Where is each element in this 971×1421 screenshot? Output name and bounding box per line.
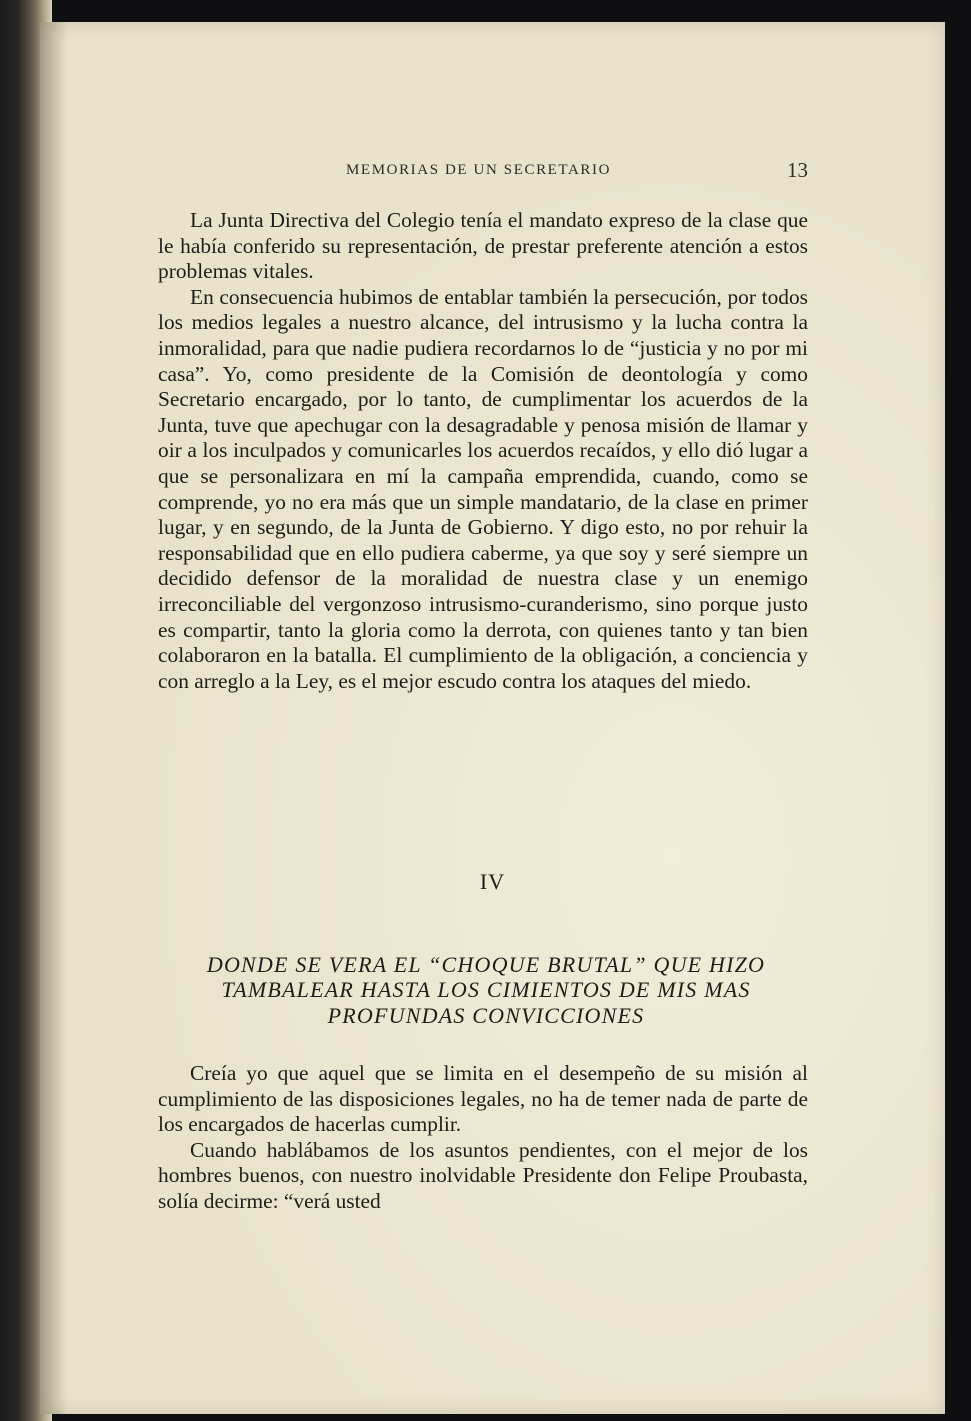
chapter-title-line: DONDE SE VERA EL “CHOQUE BRUTAL” QUE HIZO xyxy=(206,952,766,977)
page-header xyxy=(40,158,945,186)
paragraph: En consecuencia hubimos de entablar también la persecución, por todos los medios legales a nuestro alcance, del intrusismo y la lucha contra la inmoralidad, para que nadie pudiera recordarnos lo de “justicia y no por mi casa”. Yo, como presidente de la Comisión de deontología y como Secretario encargado, por lo tanto, de cumplimentar los acuerdos de la Junta, tuve que apechugar con la desagradable y penosa misión de llamar y oir a los inculpados y comunicarles los acuerdos recaídos, y ello dió lugar a que se personalizara en mí la campaña emprendida, cuando, como se comprende, yo no era más que un simple mandatario, de la clase en primer lugar, y en segundo, de la Junta de Gobierno. Y digo esto, no por rehuir la responsabilidad que en ello pudiera caberme, ya que soy y seré siempre un decidido defensor de la moralidad de nuestra clase y un enemigo irreconciliable del vergonzoso intrusismo-curanderismo, sino porque justo es compartir, tanto la gloria como la derrota, con quienes tanto y tan bien colaboraron en la batalla. El cumplimiento de la obligación, a conciencia y con arreglo a la Ley, es el mejor escudo contra los ataques del miedo. xyxy=(158,284,808,693)
running-title: MEMORIAS DE UN SECRETARIO xyxy=(346,162,612,178)
chapter-title-line: TAMBALEAR HASTA LOS CIMIENTOS DE MIS MAS xyxy=(221,977,751,1003)
book-page xyxy=(40,22,945,1414)
chapter-title xyxy=(158,952,814,1028)
body-text-bottom xyxy=(158,1061,808,1215)
body-text-top xyxy=(158,208,808,694)
page-number: 13 xyxy=(787,158,808,182)
paragraph: Creía yo que aquel que se limita en el desempeño de su misión al cumplimiento de las disposiciones legales, no ha de temer nada de parte de los encargados de hacerlas cumplir. xyxy=(158,1061,808,1137)
section-numeral: IV xyxy=(479,869,506,894)
paragraph: Cuando hablábamos de los asuntos pendientes, con el mejor de los hombres buenos, con nuestro inolvidable Presidente don Felipe Proubasta, solía decirme: “verá usted xyxy=(158,1137,808,1213)
chapter-title-line: PROFUNDAS CONVICCIONES xyxy=(327,1002,645,1028)
paragraph: La Junta Directiva del Colegio tenía el mandato expreso de la clase que le había conferido su representación, de prestar preferente atención a estos problemas vitales. xyxy=(158,208,808,284)
